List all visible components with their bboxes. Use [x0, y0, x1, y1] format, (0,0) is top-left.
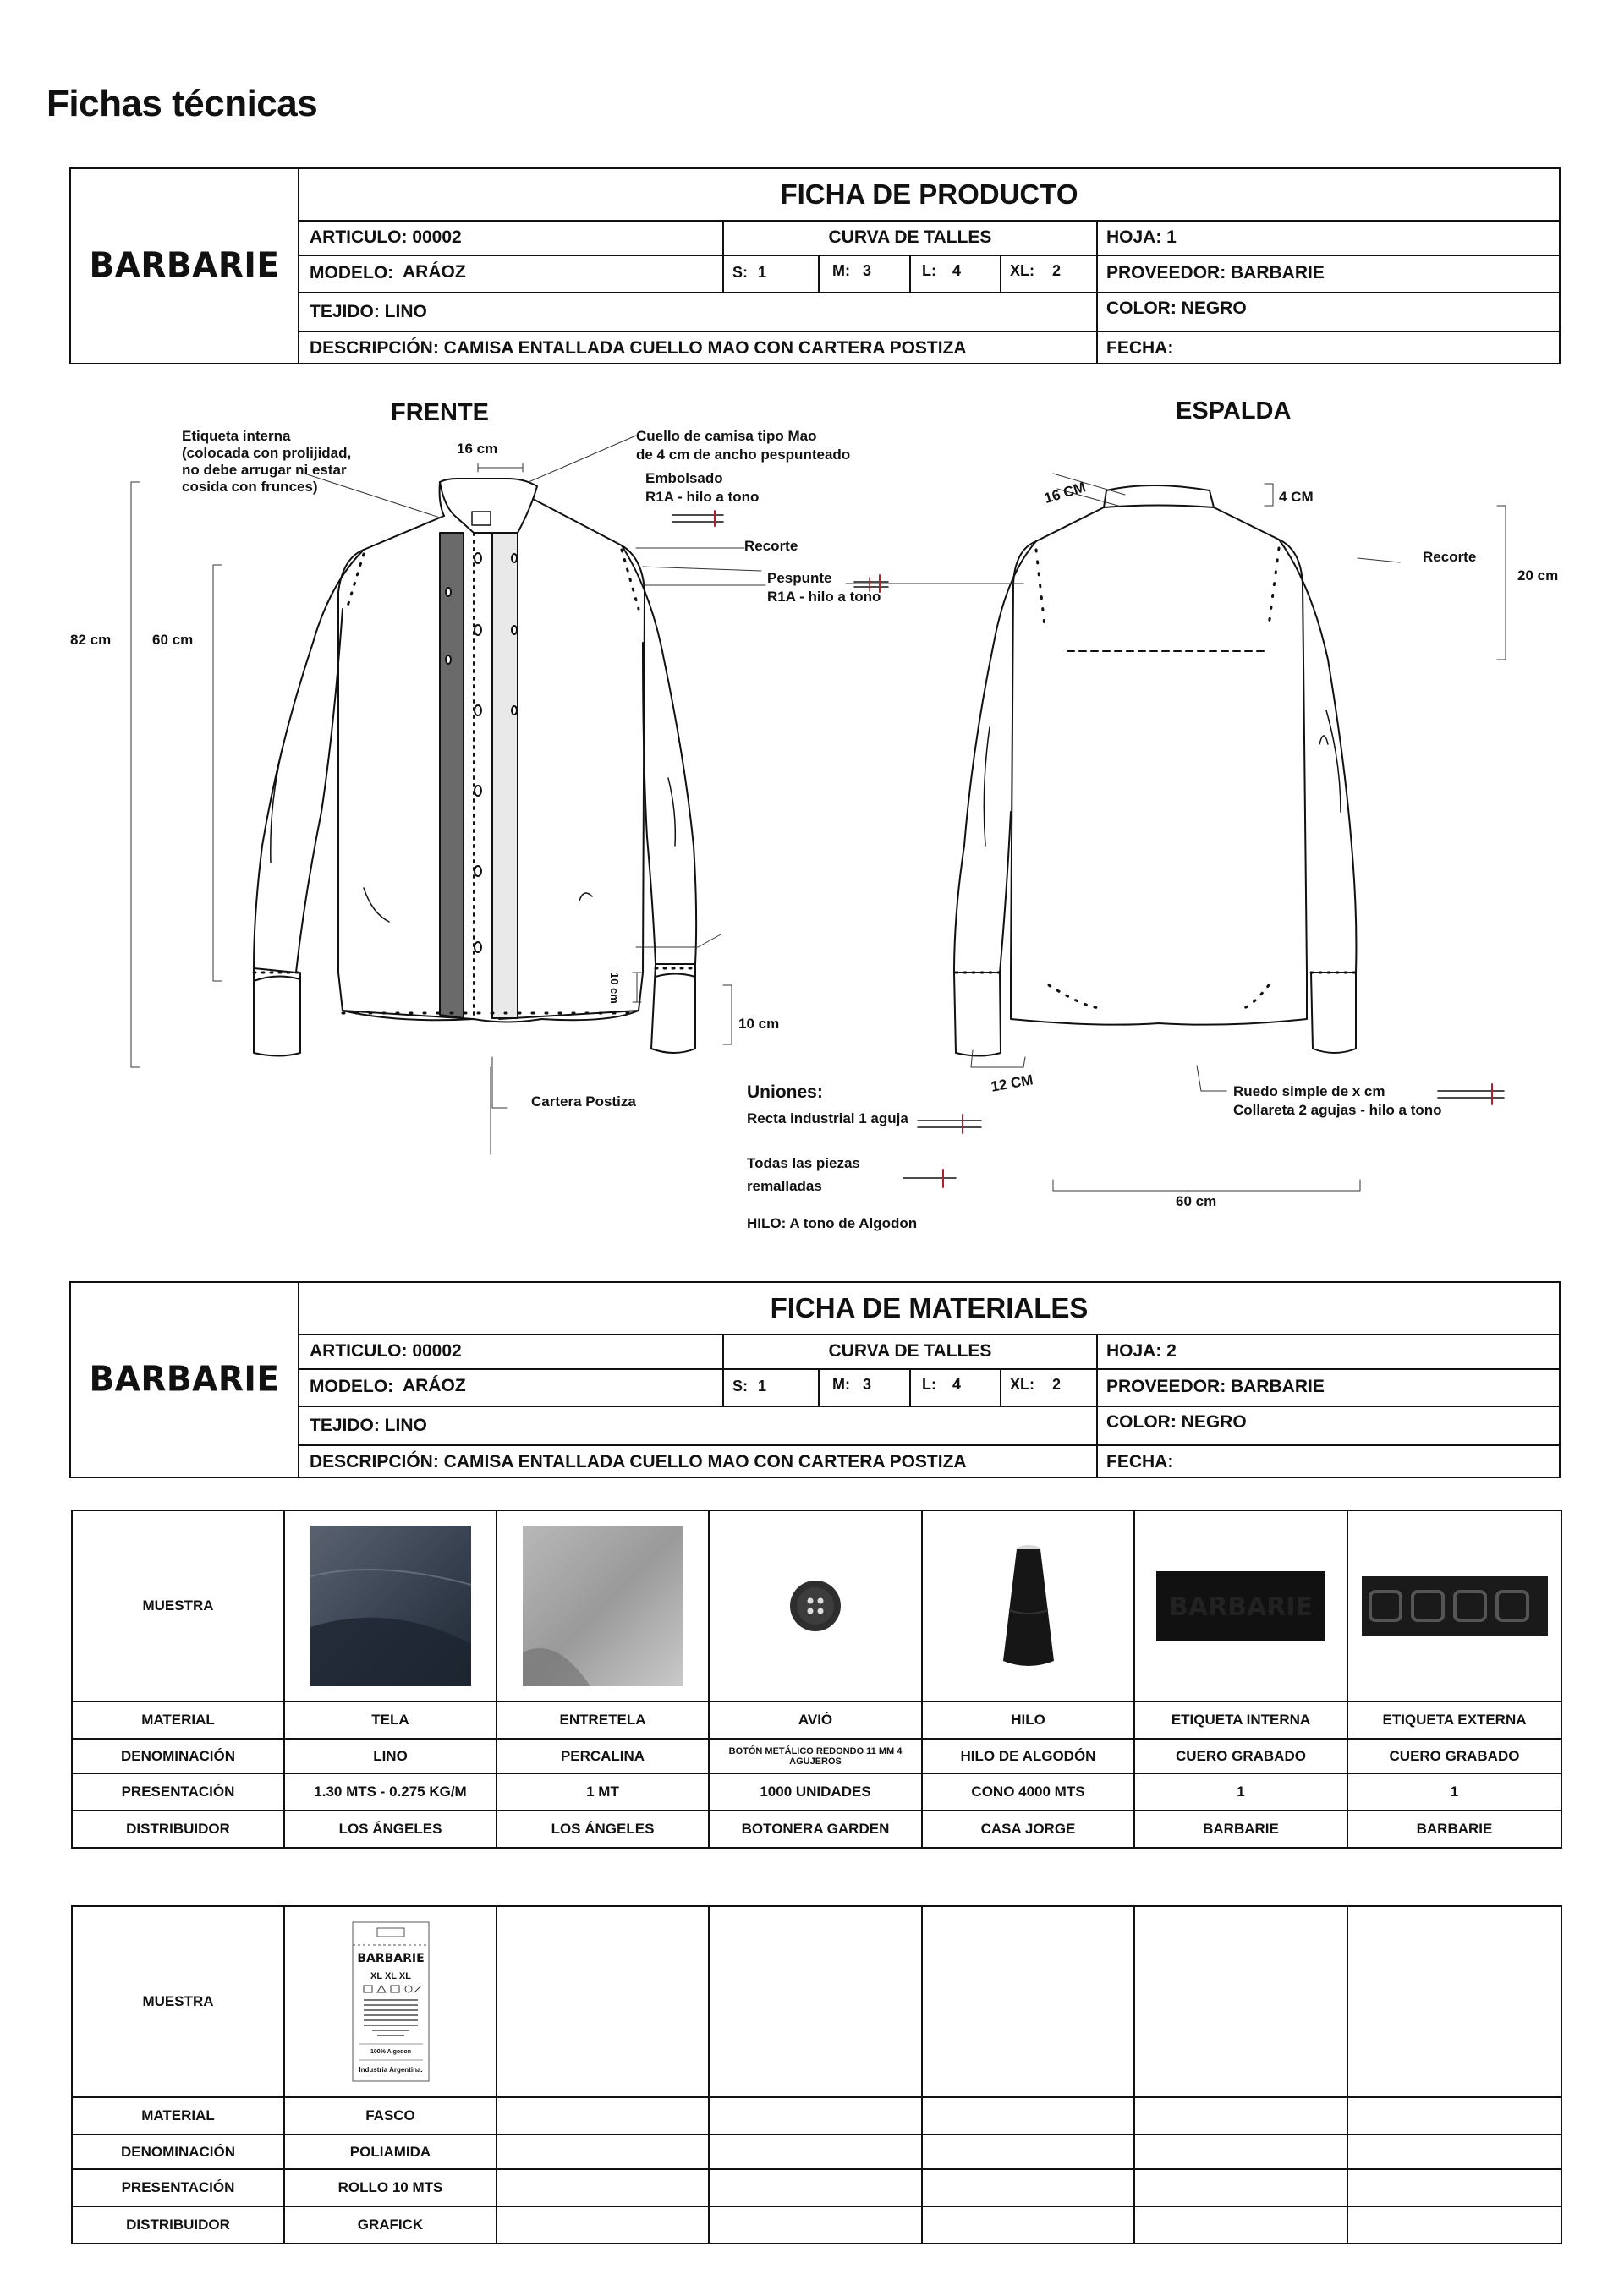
linen-fabric-swatch: [310, 1526, 471, 1686]
care-label-brand: BARBARIE: [356, 1952, 425, 1965]
hoja: HOJA: 2: [1106, 1341, 1177, 1361]
back-collar-label: 4 CM: [1279, 489, 1314, 505]
etiqueta-note-4: cosida con frunces): [182, 479, 318, 495]
distribuidor-cell: CASA JORGE: [922, 1811, 1134, 1848]
collar-note-1: Cuello de camisa tipo Mao: [636, 428, 817, 444]
sample-cell: [709, 1510, 922, 1701]
size-s-label: S:: [732, 1378, 748, 1395]
materials-sheet-header: [69, 1281, 1561, 1478]
color: COLOR: NEGRO: [1106, 299, 1247, 318]
presentacion-cell: 1.30 MTS - 0.275 KG/M: [284, 1773, 497, 1811]
size-l-qty: 4: [952, 262, 962, 279]
row-header-presentacion: PRESENTACIÓN: [72, 2169, 284, 2206]
size-xl-label: XL:: [1010, 262, 1034, 279]
distribuidor-cell: LOS ÁNGELES: [284, 1811, 497, 1848]
uniones-recta: Recta industrial 1 aguja: [747, 1110, 908, 1126]
care-label-swatch: [352, 1921, 430, 2082]
size-m-qty: 3: [863, 262, 872, 279]
sample-cell: [284, 1906, 497, 2097]
presentacion-cell: [1347, 2169, 1561, 2206]
interlining-swatch: [523, 1526, 683, 1686]
etiqueta-note-1: Etiqueta interna: [182, 428, 291, 444]
modelo-value: ARÁOZ: [403, 1376, 466, 1395]
size-xl-qty: 2: [1052, 1376, 1062, 1393]
collar-note-2: de 4 cm de ancho pespunteado: [636, 447, 851, 463]
total-length-label: 82 cm: [70, 632, 112, 648]
fecha: FECHA:: [1106, 338, 1174, 358]
material-cell: TELA: [284, 1701, 497, 1739]
distribuidor-cell: [497, 2206, 709, 2244]
size-l-label: L:: [922, 1376, 936, 1393]
row-header-muestra: MUESTRA: [72, 1906, 284, 2097]
size-s-label: S:: [732, 264, 748, 281]
sheet-title: FICHA DE MATERIALES: [770, 1292, 1089, 1323]
care-label-sizes: XL XL XL: [370, 1971, 411, 1981]
brand-logo: BARBARIE: [89, 245, 280, 287]
presentacion-cell: 1: [1347, 1773, 1561, 1811]
etiqueta-note-3: no debe arrugar ni estar: [182, 462, 347, 478]
sample-cell: [709, 1906, 922, 2097]
product-sheet-header: [69, 167, 1561, 364]
material-cell: ETIQUETA INTERNA: [1134, 1701, 1347, 1739]
size-m-qty: 3: [863, 1376, 872, 1393]
recorte-front-label: Recorte: [744, 538, 798, 554]
brand-logo-cell: [71, 1283, 299, 1477]
sample-cell: [1347, 1906, 1561, 2097]
denominacion-cell: BOTÓN METÁLICO REDONDO 11 MM 4 AGUJEROS: [709, 1739, 922, 1773]
inner-label-swatch: [1156, 1571, 1325, 1641]
sample-cell: [284, 1510, 497, 1701]
denominacion-cell: CUERO GRABADO: [1134, 1739, 1347, 1773]
denominacion-cell: PERCALINA: [497, 1739, 709, 1773]
pespunte-2: R1A - hilo a tono: [767, 589, 881, 605]
outer-label-swatch: [1362, 1576, 1548, 1636]
distribuidor-cell: BARBARIE: [1347, 1811, 1561, 1848]
denominacion-cell: [922, 2134, 1134, 2169]
embolsado-1: Embolsado: [645, 470, 723, 486]
ruedo-2: Collareta 2 agujas - hilo a tono: [1233, 1102, 1442, 1118]
presentacion-cell: 1: [1134, 1773, 1347, 1811]
curva-label: CURVA DE TALLES: [828, 227, 992, 247]
row-header-denominacion: DENOMINACIÓN: [72, 2134, 284, 2169]
button-swatch: [786, 1576, 845, 1636]
presentacion-cell: [922, 2169, 1134, 2206]
descripcion: DESCRIPCIÓN: CAMISA ENTALLADA CUELLO MAO CON CARTERA POSTIZA: [310, 1452, 967, 1471]
row-header-distribuidor: DISTRIBUIDOR: [72, 1811, 284, 1848]
front-shirt-drawing: [254, 479, 696, 1056]
articulo: ARTICULO: 00002: [310, 1341, 462, 1361]
presentacion-cell: 1000 UNIDADES: [709, 1773, 922, 1811]
size-xl-label: XL:: [1010, 1376, 1034, 1393]
materials-table-1: [71, 1510, 1562, 1849]
material-cell: [1347, 2097, 1561, 2134]
descripcion: DESCRIPCIÓN: CAMISA ENTALLADA CUELLO MAO CON CARTERA POSTIZA: [310, 338, 967, 358]
denominacion-cell: [1134, 2134, 1347, 2169]
size-s-qty: 1: [758, 1378, 767, 1395]
uniones-piezas-2: remalladas: [747, 1178, 822, 1194]
care-label-fiber: 100% Algodon: [370, 2049, 411, 2055]
row-header-presentacion: PRESENTACIÓN: [72, 1773, 284, 1811]
modelo-label: MODELO:: [310, 263, 394, 282]
back-shirt-drawing: [954, 485, 1356, 1056]
yoke-height-label: 20 cm: [1517, 567, 1559, 584]
size-l-label: L:: [922, 262, 936, 279]
tejido: TEJIDO: LINO: [310, 302, 427, 321]
row-header-material: MATERIAL: [72, 1701, 284, 1739]
distribuidor-cell: [922, 2206, 1134, 2244]
material-cell: FASCO: [284, 2097, 497, 2134]
distribuidor-cell: [709, 2206, 922, 2244]
modelo-value: ARÁOZ: [403, 262, 466, 282]
size-m-label: M:: [832, 262, 850, 279]
care-label-origin: Industria Argentina.: [358, 2066, 423, 2074]
denominacion-cell: HILO DE ALGODÓN: [922, 1739, 1134, 1773]
uniones-piezas-1: Todas las piezas: [747, 1155, 860, 1171]
pespunte-1: Pespunte: [767, 570, 832, 586]
color: COLOR: NEGRO: [1106, 1412, 1247, 1432]
distribuidor-cell: GRAFICK: [284, 2206, 497, 2244]
sleeve-length-label: 60 cm: [152, 632, 194, 648]
material-cell: AVIÓ: [709, 1701, 922, 1739]
sample-cell: [1134, 1510, 1347, 1701]
distribuidor-cell: LOS ÁNGELES: [497, 1811, 709, 1848]
size-s-qty: 1: [758, 264, 767, 281]
cuff-small-label: 10 cm: [608, 973, 621, 1004]
size-m-label: M:: [832, 1376, 850, 1393]
hoja: HOJA: 1: [1106, 227, 1177, 247]
sample-cell: [922, 1906, 1134, 2097]
row-header-denominacion: DENOMINACIÓN: [72, 1739, 284, 1773]
denominacion-cell: [709, 2134, 922, 2169]
page-title: Fichas técnicas: [47, 83, 318, 124]
uniones-title: Uniones:: [747, 1082, 823, 1102]
back-shoulder-label: 16 CM: [1042, 479, 1088, 507]
articulo: ARTICULO: 00002: [310, 227, 462, 247]
row-header-muestra: MUESTRA: [72, 1510, 284, 1701]
presentacion-cell: [709, 2169, 922, 2206]
back-width-label: 60 cm: [1176, 1193, 1217, 1209]
back-cuff-label: 12 CM: [990, 1071, 1034, 1095]
material-cell: [709, 2097, 922, 2134]
sample-cell: [497, 1906, 709, 2097]
row-header-material: MATERIAL: [72, 2097, 284, 2134]
proveedor: PROVEEDOR: BARBARIE: [1106, 263, 1325, 282]
neck-width-label: 16 cm: [457, 441, 498, 457]
presentacion-cell: [497, 2169, 709, 2206]
presentacion-cell: ROLLO 10 MTS: [284, 2169, 497, 2206]
materials-table-2: [71, 1905, 1562, 2244]
front-title: FRENTE: [391, 399, 489, 426]
inner-label-logo: BARBARIE: [1168, 1592, 1314, 1622]
recorte-back-label: Recorte: [1423, 549, 1477, 565]
brand-logo: BARBARIE: [89, 1359, 280, 1400]
distribuidor-cell: BOTONERA GARDEN: [709, 1811, 922, 1848]
back-title: ESPALDA: [1176, 397, 1292, 425]
curva-label: CURVA DE TALLES: [828, 1341, 992, 1361]
size-xl-qty: 2: [1052, 262, 1062, 279]
modelo-label: MODELO:: [310, 1377, 394, 1396]
distribuidor-cell: [1134, 2206, 1347, 2244]
presentacion-cell: [1134, 2169, 1347, 2206]
etiqueta-note-2: (colocada con prolijidad,: [182, 445, 352, 461]
denominacion-cell: [1347, 2134, 1561, 2169]
ruedo-1: Ruedo simple de x cm: [1233, 1083, 1385, 1099]
embolsado-2: R1A - hilo a tono: [645, 489, 760, 505]
cuff-height-label: 10 cm: [738, 1016, 780, 1032]
distribuidor-cell: [1347, 2206, 1561, 2244]
sheet-title: FICHA DE PRODUCTO: [780, 178, 1078, 210]
thread-cone-swatch: [990, 1543, 1067, 1669]
denominacion-cell: LINO: [284, 1739, 497, 1773]
hilo-note: HILO: A tono de Algodon: [747, 1215, 918, 1231]
sample-cell: [922, 1510, 1134, 1701]
tejido: TEJIDO: LINO: [310, 1416, 427, 1435]
distribuidor-cell: BARBARIE: [1134, 1811, 1347, 1848]
sample-cell: [1347, 1510, 1561, 1701]
presentacion-cell: CONO 4000 MTS: [922, 1773, 1134, 1811]
material-cell: [1134, 2097, 1347, 2134]
sample-cell: [1134, 1906, 1347, 2097]
size-l-qty: 4: [952, 1376, 962, 1393]
cartera-label: Cartera Postiza: [531, 1093, 636, 1110]
denominacion-cell: POLIAMIDA: [284, 2134, 497, 2169]
proveedor: PROVEEDOR: BARBARIE: [1106, 1377, 1325, 1396]
sample-cell: [497, 1510, 709, 1701]
material-cell: [497, 2097, 709, 2134]
denominacion-cell: CUERO GRABADO: [1347, 1739, 1561, 1773]
fecha: FECHA:: [1106, 1452, 1174, 1471]
brand-logo-cell: [71, 169, 299, 363]
row-header-distribuidor: DISTRIBUIDOR: [72, 2206, 284, 2244]
denominacion-cell: [497, 2134, 709, 2169]
material-cell: ENTRETELA: [497, 1701, 709, 1739]
presentacion-cell: 1 MT: [497, 1773, 709, 1811]
material-cell: [922, 2097, 1134, 2134]
material-cell: ETIQUETA EXTERNA: [1347, 1701, 1561, 1739]
material-cell: HILO: [922, 1701, 1134, 1739]
